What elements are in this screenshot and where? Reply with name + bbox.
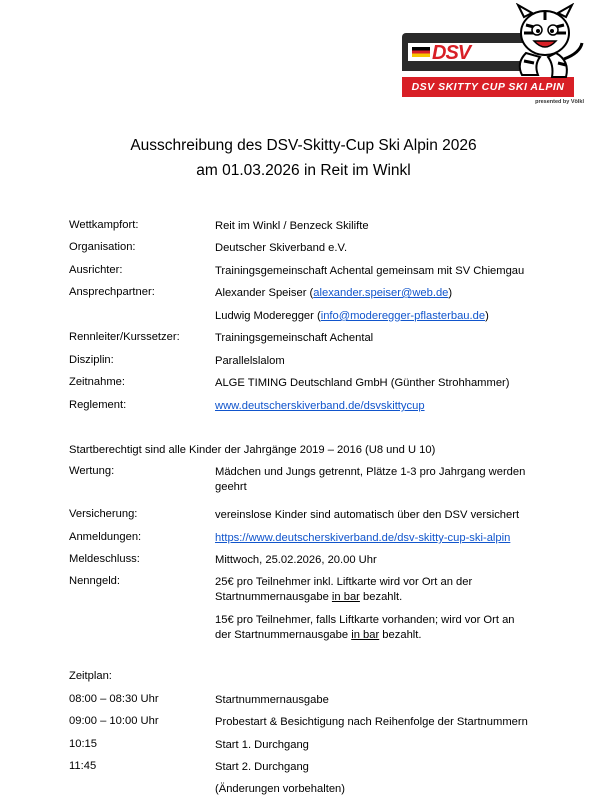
disziplin-value: Parallelslalom bbox=[215, 355, 285, 367]
zeitplan-note: (Änderungen vorbehalten) bbox=[215, 783, 345, 795]
nenngeld-value-2 bbox=[215, 613, 530, 643]
zeitplan-time: 11:45 bbox=[69, 760, 97, 772]
reglement-label: Reglement: bbox=[69, 399, 127, 411]
contact-2-close: ) bbox=[485, 310, 489, 322]
versicherung-value: vereinslose Kinder sind automatisch über den DSV versichert bbox=[215, 509, 520, 521]
document-title-line-2: am 01.03.2026 in Reit im Winkl bbox=[196, 162, 411, 179]
rennleiter-value: Trainingsgemeinschaft Achental bbox=[215, 332, 374, 344]
anmeldungen-value bbox=[215, 531, 575, 546]
logo-dsv-text: DSV bbox=[432, 42, 471, 64]
organisation-value: Deutscher Skiverband e.V. bbox=[215, 242, 348, 254]
ansprechpartner-1 bbox=[215, 286, 535, 301]
wertung-label: Wertung: bbox=[69, 465, 115, 477]
ausrichter-value: Trainingsgemeinschaft Achental gemeinsam mit SV Chiemgau bbox=[215, 265, 525, 277]
zeitplan-event: Start 2. Durchgang bbox=[215, 761, 309, 773]
logo-banner: DSV SKITTY CUP SKI ALPIN bbox=[402, 77, 574, 97]
contact-2-name: Ludwig Moderegger ( bbox=[215, 310, 321, 322]
ausrichter-label: Ausrichter: bbox=[69, 264, 123, 276]
anmeldungen-label: Anmeldungen: bbox=[69, 531, 142, 543]
contact-1-close: ) bbox=[448, 287, 453, 299]
zeitplan-event: Start 1. Durchgang bbox=[215, 739, 309, 751]
ansprechpartner-label: Ansprechpartner: bbox=[69, 286, 155, 298]
zeitplan-heading: Zeitplan: bbox=[69, 670, 112, 682]
contact-1-email-link[interactable]: alexander.speiser@web.de bbox=[313, 287, 449, 299]
rennleiter-label: Rennleiter/Kurssetzer: bbox=[69, 331, 180, 343]
nenngeld-2-end: bezahlt. bbox=[379, 629, 422, 641]
nenngeld-2-text: 15€ pro Teilnehmer, falls Liftkarte vorhanden; wird vor Ort an der Startnummernausgabe bbox=[215, 614, 515, 641]
reglement-value bbox=[215, 399, 535, 414]
zeitnahme-value: ALGE TIMING Deutschland GmbH (Günther Strohhammer) bbox=[215, 377, 510, 389]
nenngeld-2-underline: in bar bbox=[351, 629, 380, 641]
zeitplan-time: 08:00 – 08:30 Uhr bbox=[69, 693, 159, 705]
dsv-skitty-cup-logo bbox=[398, 3, 588, 107]
document-title-line-1: Ausschreibung des DSV-Skitty-Cup Ski Alpin 2026 bbox=[130, 137, 477, 154]
logo-presented-by: presented by Völkl bbox=[535, 99, 584, 105]
nenngeld-1-end: bezahlt. bbox=[359, 591, 403, 603]
disziplin-label: Disziplin: bbox=[69, 354, 114, 366]
startberechtigt-text: Startberechtigt sind alle Kinder der Jahrgänge 2019 – 2016 (U8 und U 10) bbox=[69, 444, 436, 456]
nenngeld-1-underline: in bar bbox=[331, 591, 360, 603]
german-flag-icon bbox=[412, 47, 430, 57]
zeitnahme-label: Zeitnahme: bbox=[69, 376, 125, 388]
nenngeld-1-text: 25€ pro Teilnehmer inkl. Liftkarte wird vor Ort an der Startnummernausgabe bbox=[215, 576, 473, 603]
wettkampfort-label: Wettkampfort: bbox=[69, 219, 139, 231]
ansprechpartner-2 bbox=[215, 309, 555, 324]
contact-1-name: Alexander Speiser ( bbox=[215, 287, 314, 299]
wertung-value: Mädchen und Jungs getrennt, Plätze 1-3 pro Jahrgang werden geehrt bbox=[215, 466, 526, 493]
zeitplan-time: 09:00 – 10:00 Uhr bbox=[69, 715, 159, 727]
zeitplan-event: Startnummernausgabe bbox=[215, 694, 329, 706]
anmeldungen-link[interactable]: https://www.deutscherskiverband.de/dsv-skitty-cup-ski-alpin bbox=[215, 532, 511, 544]
contact-2-email-link[interactable]: info@moderegger-pflasterbau.de bbox=[320, 310, 486, 322]
meldeschluss-value: Mittwoch, 25.02.2026, 20.00 Uhr bbox=[215, 554, 377, 566]
wettkampfort-value: Reit im Winkl / Benzeck Skilifte bbox=[215, 220, 369, 232]
reglement-link[interactable]: www.deutscherskiverband.de/dsvskittycup bbox=[215, 400, 425, 412]
versicherung-label: Versicherung: bbox=[69, 508, 138, 520]
skitty-tiger-mascot-icon bbox=[504, 3, 586, 81]
zeitplan-event: Probestart & Besichtigung nach Reihenfolge der Startnummern bbox=[215, 716, 528, 728]
zeitplan-time: 10:15 bbox=[69, 738, 97, 750]
nenngeld-label: Nenngeld: bbox=[69, 575, 121, 587]
meldeschluss-label: Meldeschluss: bbox=[69, 553, 140, 565]
nenngeld-value-1 bbox=[215, 575, 525, 605]
organisation-label: Organisation: bbox=[69, 241, 136, 253]
